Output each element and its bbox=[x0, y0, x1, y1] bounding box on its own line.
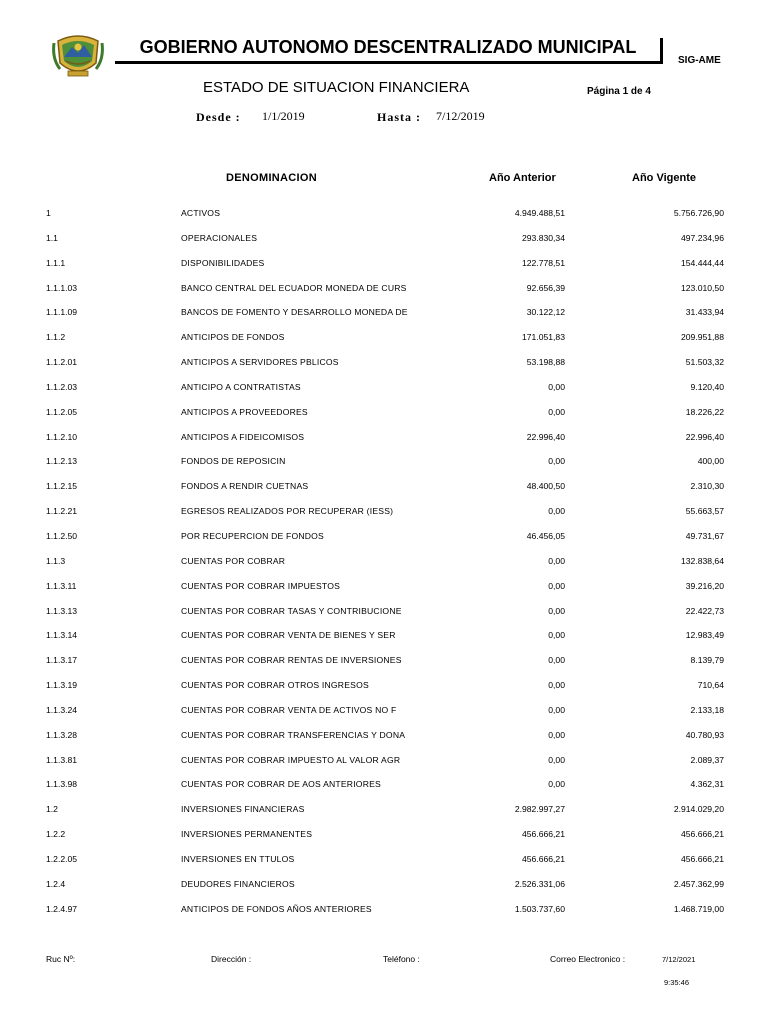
account-code: 1.1.2 bbox=[46, 332, 66, 343]
amount-vigente: 31.433,94 bbox=[685, 307, 724, 318]
account-code: 1.1.2.03 bbox=[46, 381, 78, 392]
table-row bbox=[0, 506, 768, 531]
amount-vigente: 132.838,64 bbox=[680, 555, 724, 566]
account-name: ANTICIPOS A SERVIDORES PBLICOS bbox=[181, 357, 339, 368]
accounts-table bbox=[0, 208, 768, 928]
amount-vigente: 2.310,30 bbox=[690, 481, 724, 492]
amount-vigente: 456.666,21 bbox=[680, 829, 724, 840]
account-code: 1.1.2.21 bbox=[46, 506, 78, 517]
table-row bbox=[0, 804, 768, 829]
table-row bbox=[0, 581, 768, 606]
amount-vigente: 9.120,40 bbox=[690, 381, 724, 392]
amount-anterior: 0,00 bbox=[548, 406, 565, 417]
account-code: 1.2.4.97 bbox=[46, 903, 78, 914]
amount-anterior: 0,00 bbox=[548, 704, 565, 715]
amount-vigente: 154.444,44 bbox=[680, 257, 724, 268]
account-name: CUENTAS POR COBRAR OTROS INGRESOS bbox=[181, 680, 369, 691]
desde-label: Desde : bbox=[196, 110, 241, 124]
amount-vigente: 4.362,31 bbox=[690, 779, 724, 790]
account-code: 1.1.3.19 bbox=[46, 680, 78, 691]
amount-vigente: 55.663,57 bbox=[685, 506, 724, 517]
account-code: 1.1.1 bbox=[46, 257, 66, 268]
table-row bbox=[0, 531, 768, 556]
amount-vigente: 2.089,37 bbox=[690, 754, 724, 765]
amount-anterior: 0,00 bbox=[548, 580, 565, 591]
account-name: OPERACIONALES bbox=[181, 232, 258, 243]
account-code: 1.1.3 bbox=[46, 555, 66, 566]
amount-anterior: 456.666,21 bbox=[521, 829, 565, 840]
account-name: ACTIVOS bbox=[181, 208, 221, 218]
account-code: 1.1.3.24 bbox=[46, 704, 78, 715]
amount-anterior: 4.949.488,51 bbox=[514, 208, 565, 218]
table-row bbox=[0, 432, 768, 457]
amount-vigente: 1.468.719,00 bbox=[673, 903, 724, 914]
table-row bbox=[0, 606, 768, 631]
amount-anterior: 0,00 bbox=[548, 655, 565, 666]
amount-vigente: 456.666,21 bbox=[680, 853, 724, 864]
account-name: DEUDORES FINANCIEROS bbox=[181, 878, 295, 889]
report-title: ESTADO DE SITUACION FINANCIERA bbox=[203, 79, 470, 96]
account-name: ANTICIPOS DE FONDOS bbox=[181, 332, 285, 343]
amount-vigente: 400,00 bbox=[697, 456, 724, 467]
amount-anterior: 0,00 bbox=[548, 779, 565, 790]
account-code: 1.2 bbox=[46, 804, 58, 815]
amount-anterior: 1.503.737,60 bbox=[514, 903, 565, 914]
amount-anterior: 2.526.331,06 bbox=[514, 878, 565, 889]
account-name: CUENTAS POR COBRAR DE AOS ANTERIORES bbox=[181, 779, 381, 790]
table-row bbox=[0, 307, 768, 332]
account-code: 1.1.3.11 bbox=[46, 580, 77, 591]
amount-vigente: 51.503,32 bbox=[685, 357, 724, 368]
account-name: DISPONIBILIDADES bbox=[181, 257, 265, 268]
amount-vigente: 18.226,22 bbox=[685, 406, 724, 417]
organization-title: GOBIERNO AUTONOMO DESCENTRALIZADO MUNICIPAL bbox=[139, 37, 637, 57]
account-name: FONDOS DE REPOSICIN bbox=[181, 456, 286, 467]
amount-anterior: 293.830,34 bbox=[521, 232, 565, 243]
amount-vigente: 22.996,40 bbox=[685, 431, 724, 442]
account-name: INVERSIONES PERMANENTES bbox=[181, 829, 313, 840]
amount-anterior: 0,00 bbox=[548, 630, 565, 641]
table-row bbox=[0, 556, 768, 581]
amount-vigente: 2.457.362,99 bbox=[673, 878, 724, 889]
account-code: 1.1.2.10 bbox=[46, 431, 78, 442]
table-row bbox=[0, 680, 768, 705]
amount-anterior: 0,00 bbox=[548, 555, 565, 566]
account-name: BANCO CENTRAL DEL ECUADOR MONEDA DE CURS bbox=[181, 282, 407, 293]
table-row bbox=[0, 332, 768, 357]
account-name: CUENTAS POR COBRAR RENTAS DE INVERSIONES bbox=[181, 655, 402, 666]
account-code: 1.2.4 bbox=[46, 878, 66, 889]
footer-ruc-label: Ruc Nº: bbox=[46, 954, 76, 964]
amount-vigente: 12.983,49 bbox=[685, 630, 724, 641]
account-code: 1.1.2.13 bbox=[46, 456, 78, 467]
account-name: CUENTAS POR COBRAR TRANSFERENCIAS Y DONA bbox=[181, 729, 406, 740]
amount-anterior: 0,00 bbox=[548, 754, 565, 765]
amount-vigente: 5.756.726,90 bbox=[673, 208, 724, 218]
amount-vigente: 49.731,67 bbox=[685, 530, 724, 541]
account-code: 1 bbox=[46, 208, 51, 218]
account-name: FONDOS A RENDIR CUETNAS bbox=[181, 481, 309, 492]
footer-telefono-label: Teléfono : bbox=[383, 954, 420, 964]
account-code: 1.1.2.01 bbox=[46, 357, 78, 368]
table-row bbox=[0, 456, 768, 481]
hasta-value: 7/12/2019 bbox=[436, 109, 485, 123]
account-name: CUENTAS POR COBRAR IMPUESTOS bbox=[181, 580, 341, 591]
account-code: 1.1.3.17 bbox=[46, 655, 78, 666]
table-row bbox=[0, 854, 768, 879]
table-row bbox=[0, 755, 768, 780]
account-name: CUENTAS POR COBRAR VENTA DE BIENES Y SER bbox=[181, 630, 396, 641]
table-row bbox=[0, 382, 768, 407]
table-row bbox=[0, 705, 768, 730]
table-row bbox=[0, 208, 768, 233]
amount-anterior: 0,00 bbox=[548, 506, 565, 517]
municipal-seal-logo bbox=[52, 33, 104, 79]
account-name: INVERSIONES FINANCIERAS bbox=[181, 804, 305, 815]
account-code: 1.1.2.05 bbox=[46, 406, 78, 417]
amount-vigente: 2.133,18 bbox=[690, 704, 724, 715]
table-row bbox=[0, 829, 768, 854]
amount-anterior: 122.778,51 bbox=[521, 257, 565, 268]
account-code: 1.1.1.09 bbox=[46, 307, 78, 318]
amount-vigente: 8.139,79 bbox=[690, 655, 724, 666]
account-name: ANTICIPOS A FIDEICOMISOS bbox=[181, 431, 305, 442]
page-indicator: Página 1 de 4 bbox=[587, 86, 651, 97]
column-header-denominacion: DENOMINACION bbox=[226, 172, 317, 184]
account-name: ANTICIPOS A PROVEEDORES bbox=[181, 406, 308, 417]
amount-anterior: 2.982.997,27 bbox=[514, 804, 565, 815]
account-code: 1.1.3.14 bbox=[46, 630, 78, 641]
print-date: 7/12/2021 bbox=[662, 955, 696, 964]
account-code: 1.2.2 bbox=[46, 829, 66, 840]
amount-anterior: 0,00 bbox=[548, 605, 565, 616]
amount-anterior: 456.666,21 bbox=[521, 853, 565, 864]
account-name: INVERSIONES EN TTULOS bbox=[181, 853, 295, 864]
amount-anterior: 48.400,50 bbox=[526, 481, 565, 492]
table-row bbox=[0, 283, 768, 308]
desde-value: 1/1/2019 bbox=[262, 109, 305, 123]
amount-vigente: 40.780,93 bbox=[685, 729, 724, 740]
system-code: SIG-AME bbox=[678, 55, 721, 66]
amount-anterior: 46.456,05 bbox=[526, 530, 565, 541]
account-code: 1.2.2.05 bbox=[46, 853, 78, 864]
table-row bbox=[0, 904, 768, 929]
amount-anterior: 0,00 bbox=[548, 456, 565, 467]
print-time: 9:35:46 bbox=[664, 978, 690, 987]
column-header-vigente: Año Vigente bbox=[632, 172, 696, 184]
account-code: 1.1.3.81 bbox=[46, 754, 78, 765]
amount-anterior: 0,00 bbox=[548, 729, 565, 740]
footer-correo-label: Correo Electronico : bbox=[550, 954, 626, 964]
account-code: 1.1.3.13 bbox=[46, 605, 78, 616]
table-row bbox=[0, 357, 768, 382]
account-code: 1.1.1.03 bbox=[46, 282, 78, 293]
amount-anterior: 22.996,40 bbox=[526, 431, 565, 442]
amount-anterior: 53.198,88 bbox=[526, 357, 565, 368]
column-header-anterior: Año Anterior bbox=[489, 172, 556, 184]
amount-vigente: 710,64 bbox=[697, 680, 724, 691]
hasta-label: Hasta : bbox=[377, 110, 421, 124]
table-row bbox=[0, 407, 768, 432]
table-row bbox=[0, 630, 768, 655]
amount-vigente: 123.010,50 bbox=[680, 282, 724, 293]
account-code: 1.1.2.50 bbox=[46, 530, 78, 541]
amount-anterior: 0,00 bbox=[548, 381, 565, 392]
account-name: POR RECUPERCION DE FONDOS bbox=[181, 530, 324, 541]
table-row bbox=[0, 879, 768, 904]
account-code: 1.1.3.28 bbox=[46, 729, 78, 740]
account-name: BANCOS DE FOMENTO Y DESARROLLO MONEDA DE bbox=[181, 307, 408, 318]
account-code: 1.1 bbox=[46, 232, 58, 243]
account-name: ANTICIPO A CONTRATISTAS bbox=[181, 381, 301, 392]
table-row bbox=[0, 233, 768, 258]
amount-anterior: 30.122,12 bbox=[526, 307, 565, 318]
amount-anterior: 171.051,83 bbox=[521, 332, 565, 343]
amount-vigente: 209.951,88 bbox=[680, 332, 724, 343]
account-code: 1.1.3.98 bbox=[46, 779, 78, 790]
amount-vigente: 497.234,96 bbox=[680, 232, 724, 243]
table-row bbox=[0, 258, 768, 283]
account-code: 1.1.2.15 bbox=[46, 481, 78, 492]
amount-anterior: 0,00 bbox=[548, 680, 565, 691]
amount-anterior: 92.656,39 bbox=[526, 282, 565, 293]
account-name: CUENTAS POR COBRAR VENTA DE ACTIVOS NO F bbox=[181, 704, 397, 715]
account-name: EGRESOS REALIZADOS POR RECUPERAR (IESS) bbox=[181, 506, 394, 517]
table-row bbox=[0, 779, 768, 804]
table-row bbox=[0, 730, 768, 755]
table-row bbox=[0, 655, 768, 680]
account-name: CUENTAS POR COBRAR TASAS Y CONTRIBUCIONE bbox=[181, 605, 402, 616]
table-row bbox=[0, 481, 768, 506]
account-name: CUENTAS POR COBRAR IMPUESTO AL VALOR AGR bbox=[181, 754, 401, 765]
account-name: CUENTAS POR COBRAR bbox=[181, 555, 286, 566]
amount-vigente: 22.422,73 bbox=[685, 605, 724, 616]
footer-direccion-label: Dirección : bbox=[211, 954, 252, 964]
amount-vigente: 39.216,20 bbox=[685, 580, 724, 591]
amount-vigente: 2.914.029,20 bbox=[673, 804, 724, 815]
account-name: ANTICIPOS DE FONDOS AÑOS ANTERIORES bbox=[181, 903, 372, 914]
